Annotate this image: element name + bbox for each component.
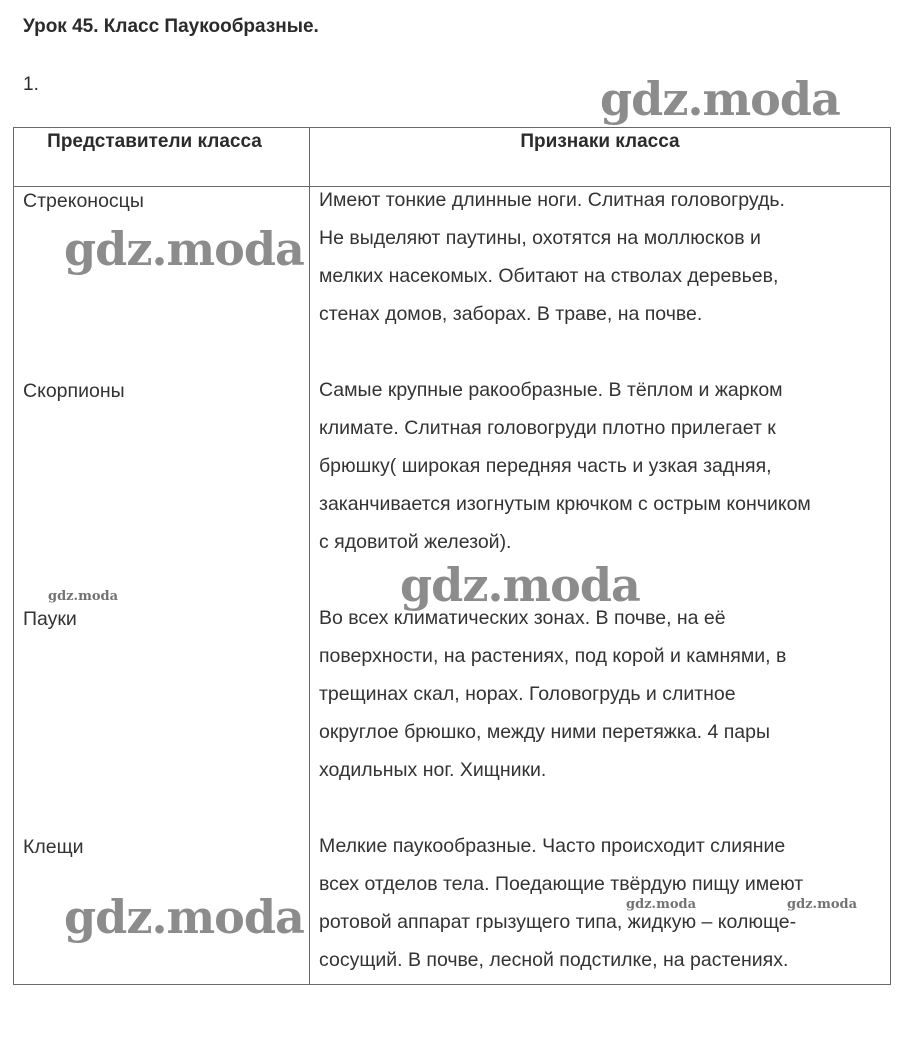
traits-line: заканчивается изогнутым крючком с острым кончиком bbox=[319, 493, 811, 515]
traits-line: Имеют тонкие длинные ноги. Слитная головогрудь. bbox=[319, 189, 785, 211]
watermark-top-right: gdz.moda bbox=[600, 72, 840, 126]
header-traits: Признаки класса bbox=[310, 128, 891, 187]
traits-spiders bbox=[319, 599, 889, 789]
traits-line: Не выделяют паутины, охотятся на моллюсков и bbox=[319, 227, 761, 249]
traits-line: брюшку( широкая передняя часть и узкая задняя, bbox=[319, 455, 772, 477]
traits-line: поверхности, на растениях, под корой и камнями, в bbox=[319, 645, 787, 667]
traits-line: с ядовитой железой). bbox=[319, 531, 512, 553]
traits-line: стенах домов, заборах. В траве, на почве. bbox=[319, 303, 703, 325]
traits-line: Во всех климатических зонах. В почве, на её bbox=[319, 607, 726, 629]
name-strekonostsy: Стреконосцы bbox=[23, 190, 144, 212]
traits-line: Самые крупные ракообразные. В тёплом и жарком bbox=[319, 379, 783, 401]
header-representatives: Представители класса bbox=[14, 128, 310, 187]
traits-mites bbox=[319, 827, 889, 979]
watermark-small-left: gdz.moda bbox=[48, 589, 119, 604]
table-body-row bbox=[14, 187, 891, 985]
watermark-middle: gdz.moda bbox=[400, 558, 640, 612]
traits-line: сосущий. В почве, лесной подстилке, на растениях. bbox=[319, 949, 789, 971]
watermark-small-mid: gdz.moda bbox=[626, 897, 697, 912]
watermark-small-right: gdz.moda bbox=[787, 897, 858, 912]
watermark-bottom-left: gdz.moda bbox=[64, 890, 304, 944]
page-title: Урок 45. Класс Паукообразные. bbox=[23, 16, 319, 37]
representatives-column bbox=[14, 187, 310, 985]
traits-line: мелких насекомых. Обитают на стволах деревьев, bbox=[319, 265, 779, 287]
traits-line: трещинах скал, норах. Головогрудь и слитное bbox=[319, 683, 736, 705]
name-spiders: Пауки bbox=[23, 608, 77, 630]
traits-line: ротовой аппарат грызущего типа, жидкую – колюще- bbox=[319, 911, 797, 933]
traits-strekonostsy bbox=[319, 181, 889, 333]
traits-column bbox=[310, 187, 891, 985]
name-scorpions: Скорпионы bbox=[23, 380, 125, 402]
traits-line: всех отделов тела. Поедающие твёрдую пищу имеют bbox=[319, 873, 804, 895]
classification-table bbox=[13, 127, 891, 985]
traits-line: округлое брюшко, между ними перетяжка. 4 пары bbox=[319, 721, 771, 743]
name-mites: Клещи bbox=[23, 836, 84, 858]
traits-line: Мелкие паукообразные. Часто происходит слияние bbox=[319, 835, 786, 857]
watermark-strekonostsy: gdz.moda bbox=[64, 222, 304, 276]
traits-line: климате. Слитная головогруди плотно прилегает к bbox=[319, 417, 776, 439]
traits-line: ходильных ног. Хищники. bbox=[319, 759, 547, 781]
table-header-row bbox=[14, 128, 891, 187]
task-number: 1. bbox=[23, 74, 39, 95]
traits-scorpions bbox=[319, 371, 889, 561]
